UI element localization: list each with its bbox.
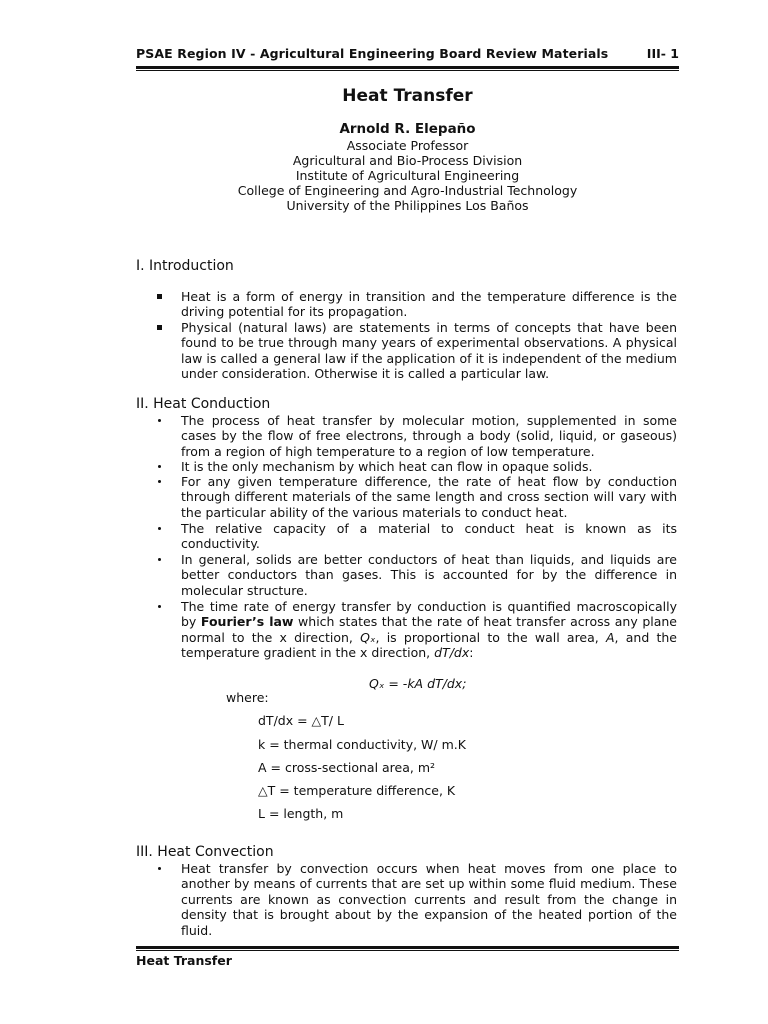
definition-k: k = thermal conductivity, W/ m.K <box>258 737 466 752</box>
definition-l: L = length, m <box>258 806 344 821</box>
definition-delta-t: △T = temperature difference, K <box>258 783 456 798</box>
conduction-bullet-text: For any given temperature difference, the rate of heat flow by conduction through different materials of the same length and cross section will vary with the particular ability of the various materials to conduct heat. <box>181 474 677 520</box>
section-heading-convection: III. Heat Convection <box>136 844 274 860</box>
section-heading-introduction: I. Introduction <box>136 258 234 274</box>
definition-gradient: dT/dx = △T/ L <box>258 713 344 728</box>
author-affiliation-line: University of the Philippines Los Baños <box>286 198 529 213</box>
bullet-dot-icon <box>158 480 161 483</box>
bullet-dot-icon <box>158 527 161 530</box>
fourier-text: , is proportional to the wall area, <box>375 629 606 645</box>
fourier-law-paragraph <box>181 599 677 661</box>
running-footer: Heat Transfer <box>136 953 232 968</box>
bullet-square-icon <box>157 294 162 299</box>
intro-bullet-text: Physical (natural laws) are statements in terms of concepts that have been found to be true through many years of experimental observations. A physical law is called a general law if the application of it is independent of the medium under consideration. Otherwise it is called a particular law. <box>181 320 677 382</box>
bullet-dot-icon <box>158 867 161 870</box>
footer-rule <box>136 946 679 949</box>
fourier-text: which states that the rate of heat transfer across any plane normal to the x direction, <box>181 614 677 645</box>
fourier-text: The time rate of energy transfer by conduction is quantified macroscopically by <box>181 599 677 630</box>
fourier-text: , and the temperature gradient in the x direction, <box>181 629 677 661</box>
intro-bullet-text: Heat is a form of energy in transition and the temperature difference is the driving potential for its propagation. <box>181 289 677 320</box>
author-name: Arnold R. Elepaño <box>339 121 476 137</box>
definition-a: A = cross-sectional area, m² <box>258 760 436 775</box>
header-title: PSAE Region IV - Agricultural Engineering Board Review Materials <box>136 46 609 61</box>
fourier-symbol-qx: Qₓ <box>360 629 376 645</box>
bullet-dot-icon <box>158 605 161 608</box>
convection-bullet-text: Heat transfer by convection occurs when heat moves from one place to another by means of currents that are set up within some fluid medium. These currents are known as convection currents and result from the change in density that is brought about by the expansion of the heated portion of the fluid. <box>181 861 677 938</box>
section-heading-conduction: II. Heat Conduction <box>136 396 271 412</box>
author-affiliation-line: College of Engineering and Agro-Industrial Technology <box>237 183 578 198</box>
bullet-dot-icon <box>158 419 161 422</box>
author-affiliation-line: Institute of Agricultural Engineering <box>295 168 520 183</box>
header-rule-thin <box>136 70 679 71</box>
header-rule <box>136 66 679 69</box>
fourier-symbol-gradient: dT/dx <box>434 645 470 661</box>
bullet-square-icon <box>157 325 162 330</box>
fourier-text: : <box>469 645 474 661</box>
bullet-dot-icon <box>158 558 161 561</box>
where-label: where: <box>226 690 269 705</box>
footer-rule-thin <box>136 950 679 951</box>
author-affiliation-line: Associate Professor <box>346 138 469 153</box>
conduction-bullet-text: The relative capacity of a material to conduct heat is known as its conductivity. <box>181 521 677 552</box>
document-title: Heat Transfer <box>342 86 473 106</box>
fourier-symbol-a: A <box>605 629 615 645</box>
conduction-bullet-text: The process of heat transfer by molecular motion, supplemented in some cases by the flow of free electrons, through a body (solid, liquid, or gaseous) from a region of high temperature to a region of low temperature. <box>181 413 677 459</box>
header-page-number: III- 1 <box>646 46 679 61</box>
running-header <box>136 44 679 64</box>
fourier-equation: Qₓ = -kA dT/dx; <box>369 676 467 691</box>
author-affiliation-line: Agricultural and Bio-Process Division <box>292 153 523 168</box>
fourier-law-term: Fourier’s law <box>200 614 294 630</box>
conduction-bullet-text: It is the only mechanism by which heat can flow in opaque solids. <box>181 459 593 474</box>
bullet-dot-icon <box>158 465 161 468</box>
conduction-bullet-text: In general, solids are better conductors of heat than liquids, and liquids are better conductors than gases. This is accounted for by the difference in molecular structure. <box>181 552 677 598</box>
